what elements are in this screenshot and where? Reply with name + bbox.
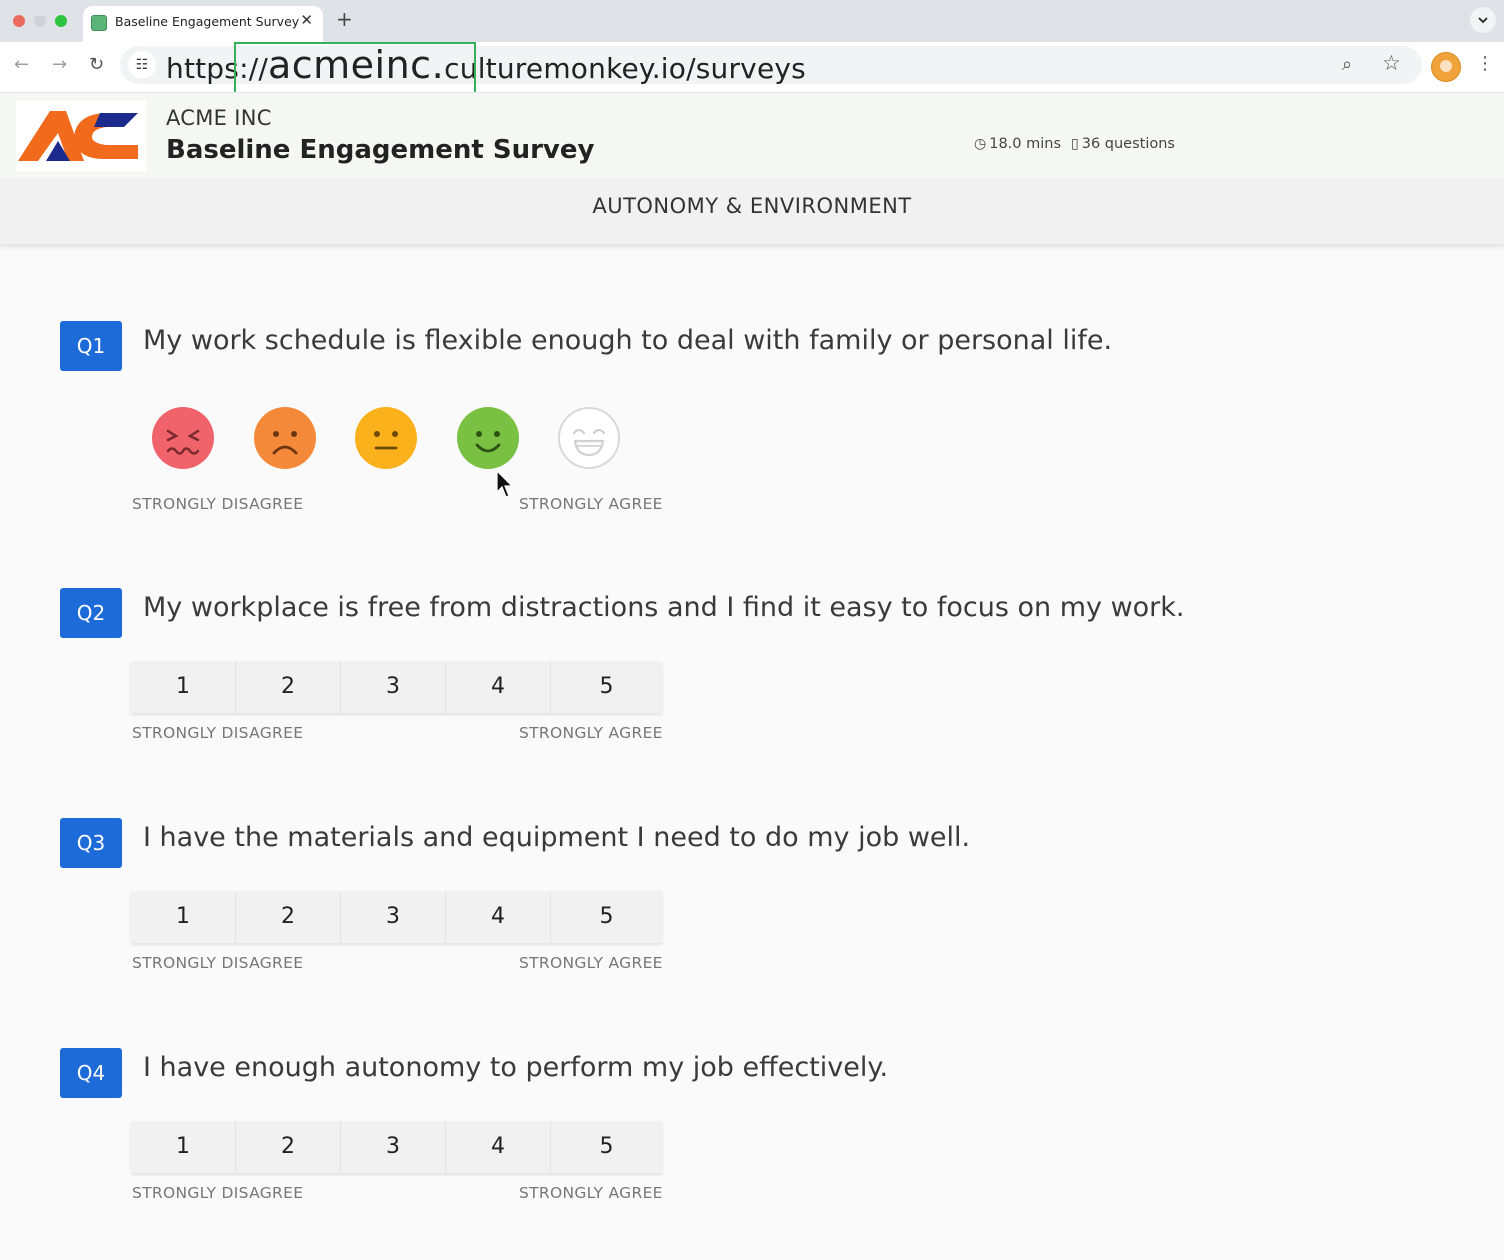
- low-scale-label: STRONGLY DISAGREE: [132, 954, 304, 972]
- close-tab-icon[interactable]: ✕: [300, 11, 313, 29]
- high-scale-label: STRONGLY AGREE: [519, 1184, 663, 1202]
- org-name: ACME INC: [166, 106, 272, 130]
- tab-search-button[interactable]: [1470, 7, 1496, 33]
- bookmark-star-icon[interactable]: ☆: [1382, 51, 1401, 75]
- zoom-icon[interactable]: ⌕: [1342, 54, 1353, 75]
- forward-icon[interactable]: →: [52, 54, 68, 75]
- mouse-cursor-icon: [496, 470, 516, 500]
- question-text: I have the materials and equipment I need to do my job well.: [143, 822, 971, 853]
- profile-avatar[interactable]: [1431, 52, 1461, 82]
- high-scale-label: STRONGLY AGREE: [519, 724, 663, 742]
- tab-title: Baseline Engagement Survey: [115, 14, 300, 29]
- rating-scale: [131, 661, 662, 713]
- document-icon: ▯: [1071, 136, 1079, 152]
- browser-menu-icon[interactable]: ⋮: [1476, 53, 1494, 74]
- new-tab-button[interactable]: +: [336, 7, 353, 31]
- site-info-icon[interactable]: ☷: [128, 51, 156, 79]
- close-window-button[interactable]: [13, 15, 25, 27]
- neutral-face-icon[interactable]: [355, 407, 417, 469]
- minimize-window-button[interactable]: [34, 15, 46, 27]
- clock-icon: ◷: [974, 136, 987, 152]
- rating-option-4[interactable]: 4: [446, 891, 551, 943]
- low-scale-label: STRONGLY DISAGREE: [132, 724, 304, 742]
- browser-toolbar: [0, 42, 1504, 92]
- disagree-face-icon[interactable]: [254, 407, 316, 469]
- rating-option-2[interactable]: 2: [236, 891, 341, 943]
- section-title: AUTONOMY & ENVIRONMENT: [592, 194, 912, 218]
- rating-option-3[interactable]: 3: [341, 1121, 446, 1173]
- rating-option-5[interactable]: 5: [599, 674, 614, 699]
- url-host: acmeinc.: [267, 43, 445, 87]
- rating-option-4[interactable]: 4: [446, 661, 551, 713]
- survey-title: Baseline Engagement Survey: [166, 135, 595, 165]
- rating-option-2[interactable]: 2: [236, 1121, 341, 1173]
- chevron-down-icon: [1477, 14, 1489, 26]
- reload-icon[interactable]: ↻: [89, 54, 105, 75]
- low-scale-label: STRONGLY DISAGREE: [132, 1184, 304, 1202]
- survey-question-count: [1071, 136, 1175, 152]
- maximize-window-button[interactable]: [55, 15, 67, 27]
- rating-option-4[interactable]: 4: [446, 1121, 551, 1173]
- url-path: culturemonkey.io/surveys: [444, 52, 806, 85]
- rating-option-2[interactable]: 2: [236, 661, 341, 713]
- rating-option-5[interactable]: 5: [599, 904, 614, 929]
- question-text: My work schedule is flexible enough to deal with family or personal life.: [143, 325, 1113, 356]
- rating-option-3[interactable]: 3: [341, 661, 446, 713]
- url-scheme: https://: [166, 52, 268, 85]
- rating-option-1[interactable]: 1: [131, 891, 236, 943]
- high-scale-label: STRONGLY AGREE: [519, 495, 663, 513]
- browser-tab-strip: [0, 0, 1504, 42]
- rating-option-1[interactable]: 1: [131, 661, 236, 713]
- duration-text: 18.0 mins: [989, 136, 1062, 152]
- question-number-badge: Q1: [60, 321, 122, 371]
- question-number-badge: Q3: [60, 818, 122, 868]
- rating-option-3[interactable]: 3: [341, 891, 446, 943]
- question-count-text: 36 questions: [1081, 136, 1175, 152]
- rating-scale: [131, 891, 662, 943]
- question-number-badge: Q4: [60, 1048, 122, 1098]
- section-header: [0, 178, 1504, 245]
- survey-duration: [974, 136, 1061, 152]
- back-icon[interactable]: ←: [14, 54, 30, 75]
- company-logo: [16, 101, 146, 171]
- strongly-agree-face-icon[interactable]: [558, 407, 620, 469]
- agree-face-icon[interactable]: [457, 407, 519, 469]
- question-number-badge: Q2: [60, 588, 122, 638]
- strongly-disagree-face-icon[interactable]: [152, 407, 214, 469]
- browser-tab-active[interactable]: [83, 6, 323, 42]
- question-text: My workplace is free from distractions and I find it easy to focus on my work.: [143, 592, 1185, 623]
- emoji-rating-scale: [150, 407, 630, 471]
- url-text[interactable]: [166, 43, 806, 87]
- rating-scale: [131, 1121, 662, 1173]
- favicon-icon: [91, 15, 107, 31]
- survey-header: [0, 92, 1504, 179]
- address-bar[interactable]: [120, 43, 1422, 87]
- rating-option-5[interactable]: 5: [599, 1134, 614, 1159]
- question-text: I have enough autonomy to perform my job effectively.: [143, 1052, 889, 1083]
- high-scale-label: STRONGLY AGREE: [519, 954, 663, 972]
- rating-option-1[interactable]: 1: [131, 1121, 236, 1173]
- low-scale-label: STRONGLY DISAGREE: [132, 495, 304, 513]
